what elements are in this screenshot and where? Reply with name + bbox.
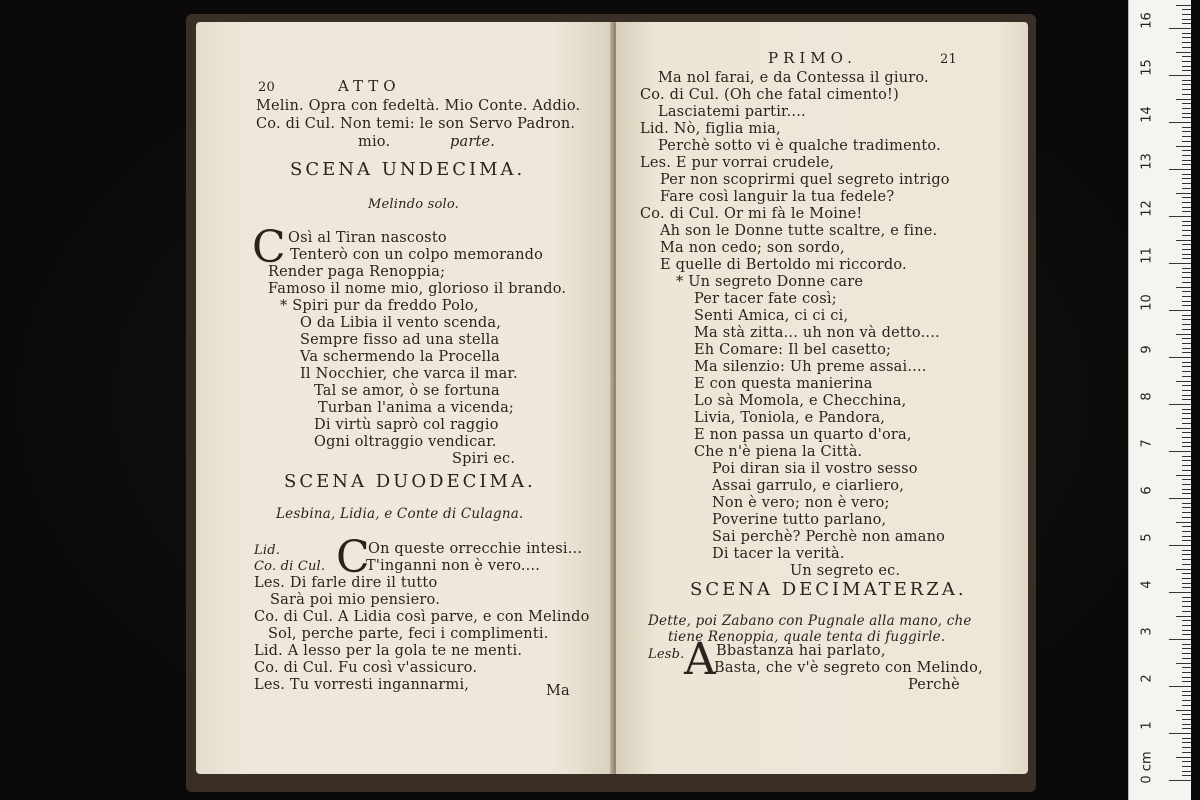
drop-cap: A (684, 634, 716, 685)
ruler-tick (1169, 216, 1191, 217)
ruler-tick (1182, 136, 1191, 137)
ruler-tick (1182, 672, 1191, 673)
text-line: Ma non cedo; son sordo, (660, 240, 845, 256)
ruler-tick (1182, 174, 1191, 175)
ruler-tick (1182, 456, 1191, 457)
ruler-tick (1169, 28, 1191, 29)
ruler-tick (1182, 719, 1191, 720)
ruler-tick (1182, 691, 1191, 692)
ruler-number: 1 (1139, 721, 1155, 730)
stage-direction: parte. (450, 134, 496, 150)
ruler-tick (1182, 348, 1191, 349)
ruler-tick (1182, 84, 1191, 85)
text-line: Livia, Toniola, e Pandora, (694, 410, 886, 426)
ruler-tick (1182, 700, 1191, 701)
text-line: Co. di Cul. Fu così v'assicuro. (254, 660, 478, 676)
ruler-tick (1169, 404, 1191, 405)
ruler-tick (1182, 714, 1191, 715)
ruler-tick (1182, 559, 1191, 560)
text-line: Les. E pur vorrai crudele, (640, 155, 835, 171)
running-head: ATTO (338, 77, 401, 95)
ruler-tick (1182, 14, 1191, 15)
ruler-tick (1182, 573, 1191, 574)
ruler-tick (1182, 738, 1191, 739)
text-line: Famoso il nome mio, glorioso il brando. (268, 281, 567, 297)
ruler-tick (1176, 99, 1191, 100)
ruler-tick (1176, 334, 1191, 335)
ruler-tick (1182, 291, 1191, 292)
stage-direction: Lesbina, Lidia, e Conte di Culagna. (276, 506, 524, 522)
ruler-number: 13 (1139, 153, 1155, 170)
stage-direction: tiene Renoppia, quale tenta di fuggirle. (668, 629, 946, 645)
ruler-tick (1182, 705, 1191, 706)
ruler-tick (1182, 540, 1191, 541)
text-line: Un segreto ec. (790, 563, 901, 579)
text-line: Les. Tu vorresti ingannarmi, (254, 677, 470, 693)
text-line: Tenterò con un colpo memorando (290, 247, 544, 263)
ruler-tick (1182, 583, 1191, 584)
ruler-tick (1182, 771, 1191, 772)
text-line: * Un segreto Donne care (676, 274, 864, 290)
text-line: Di virtù saprò col raggio (314, 417, 499, 433)
ruler-tick (1169, 592, 1191, 593)
ruler-tick (1182, 207, 1191, 208)
ruler-tick (1176, 522, 1191, 523)
ruler-tick (1182, 395, 1191, 396)
text-line: On queste orrecchie intesi... (368, 541, 583, 557)
ruler-tick (1182, 507, 1191, 508)
ruler-tick (1182, 329, 1191, 330)
text-line: Assai garrulo, e ciarliero, (712, 478, 905, 494)
text-line: Lid. Nò, figlia mia, (640, 121, 781, 137)
stage-direction: Melindo solo. (368, 197, 459, 212)
ruler-tick (1182, 484, 1191, 485)
ruler-number: 15 (1139, 59, 1155, 76)
ruler-tick (1182, 554, 1191, 555)
ruler-tick (1182, 183, 1191, 184)
ruler-tick (1176, 663, 1191, 664)
text-line: Sarà poi mio pensiero. (270, 592, 441, 608)
ruler-tick (1176, 5, 1191, 6)
ruler-tick (1182, 644, 1191, 645)
ruler-tick (1182, 211, 1191, 212)
ruler-tick (1182, 150, 1191, 151)
speaker: Co. di Cul. (254, 559, 326, 574)
text-line: O da Libia il vento scenda, (300, 315, 502, 331)
ruler-tick (1169, 122, 1191, 123)
ruler-number: 7 (1139, 439, 1155, 448)
ruler-tick (1182, 113, 1191, 114)
catchword: Perchè (908, 677, 960, 693)
text-line: Lasciatemi partir.... (658, 104, 806, 120)
text-line: Co. di Cul. (Oh che fatal cimento!) (640, 87, 899, 103)
ruler-tick (1176, 616, 1191, 617)
ruler-number: 6 (1139, 486, 1155, 495)
ruler-tick (1182, 282, 1191, 283)
ruler-tick (1182, 352, 1191, 353)
text-line: Co. di Cul. Or mi fà le Moine! (640, 206, 863, 222)
ruler-tick (1182, 390, 1191, 391)
text-line: E con questa manierina (694, 376, 873, 392)
ruler-tick (1182, 667, 1191, 668)
ruler-tick (1182, 9, 1191, 10)
scene-heading: SCENA DECIMATERZA. (690, 579, 967, 600)
drop-cap: C (252, 222, 286, 273)
text-line: T'inganni non è vero.... (366, 558, 541, 574)
ruler-number: 10 (1139, 294, 1155, 311)
ruler-number: 4 (1139, 580, 1155, 589)
ruler-tick (1182, 437, 1191, 438)
ruler-tick (1182, 550, 1191, 551)
text-line: Di tacer la verità. (712, 546, 845, 562)
text-line: Sol, perche parte, feci i complimenti. (268, 626, 549, 642)
ruler-number: 9 (1139, 345, 1155, 354)
ruler-tick (1182, 578, 1191, 579)
ruler-number: 14 (1139, 106, 1155, 123)
ruler-tick (1182, 197, 1191, 198)
ruler-tick (1182, 103, 1191, 104)
ruler-tick (1176, 193, 1191, 194)
ruler-tick (1182, 164, 1191, 165)
ruler-tick (1182, 42, 1191, 43)
text-line: mio. (358, 134, 391, 150)
ruler-tick (1182, 301, 1191, 302)
ruler-tick (1182, 601, 1191, 602)
text-line: Ma stà zitta... uh non và detto.... (694, 325, 940, 341)
stage-direction: Dette, poi Zabano con Pugnale alla mano, che (648, 613, 972, 629)
text-line: Il Nocchier, che varca il mar. (300, 366, 518, 382)
ruler-tick (1169, 545, 1191, 546)
catchword: Ma (546, 683, 570, 699)
ruler-tick (1182, 399, 1191, 400)
ruler-tick (1182, 19, 1191, 20)
ruler-tick (1182, 70, 1191, 71)
scene-heading: SCENA DUODECIMA. (284, 471, 536, 492)
ruler-tick (1182, 597, 1191, 598)
text-line: Co. di Cul. Non temi: le son Servo Padron. (256, 116, 576, 132)
ruler-tick (1182, 460, 1191, 461)
ruler-tick (1182, 366, 1191, 367)
ruler-tick (1182, 418, 1191, 419)
ruler-tick (1182, 695, 1191, 696)
ruler-tick (1182, 724, 1191, 725)
ruler-tick (1176, 428, 1191, 429)
scene-heading: SCENA UNDECIMA. (290, 159, 526, 180)
ruler-number: 16 (1139, 12, 1155, 29)
text-line: Ma nol farai, e da Contessa il giuro. (658, 70, 929, 86)
ruler-tick (1182, 155, 1191, 156)
ruler-tick (1182, 127, 1191, 128)
text-line: Fare così languir la tua fedele? (660, 189, 895, 205)
page-number: 21 (940, 52, 957, 67)
ruler-tick (1182, 249, 1191, 250)
ruler-tick (1182, 315, 1191, 316)
ruler-tick (1182, 752, 1191, 753)
drop-cap: C (336, 532, 370, 583)
ruler-tick (1182, 385, 1191, 386)
ruler-tick (1182, 625, 1191, 626)
ruler-tick (1182, 606, 1191, 607)
ruler-number: 3 (1139, 627, 1155, 636)
text-line: Per tacer fate così; (694, 291, 837, 307)
text-line: Tal se amor, ò se fortuna (314, 383, 500, 399)
ruler-tick (1169, 263, 1191, 264)
ruler-tick (1169, 451, 1191, 452)
ruler-tick (1182, 56, 1191, 57)
ruler-tick (1169, 639, 1191, 640)
text-line: E non passa un quarto d'ora, (694, 427, 912, 443)
ruler-tick (1182, 634, 1191, 635)
ruler-tick (1176, 569, 1191, 570)
text-line: Che n'è piena la Città. (694, 444, 863, 460)
text-line: Ah son le Donne tutte scaltre, e fine. (660, 223, 938, 239)
ruler-tick (1182, 512, 1191, 513)
ruler-tick (1182, 202, 1191, 203)
ruler-tick (1182, 244, 1191, 245)
ruler-tick (1169, 75, 1191, 76)
ruler-tick (1182, 371, 1191, 372)
ruler-tick (1169, 733, 1191, 734)
ruler-tick (1182, 225, 1191, 226)
ruler-tick (1182, 761, 1191, 762)
ruler-tick (1182, 376, 1191, 377)
speaker: Lid. (254, 543, 281, 558)
ruler-tick (1176, 757, 1191, 758)
ruler-tick (1182, 742, 1191, 743)
ruler-tick (1182, 258, 1191, 259)
ruler-tick (1176, 475, 1191, 476)
ruler-tick (1169, 686, 1191, 687)
ruler-tick (1182, 296, 1191, 297)
ruler-tick (1182, 470, 1191, 471)
text-line: Spiri ec. (452, 451, 516, 467)
ruler-tick (1182, 587, 1191, 588)
text-line: Melin. Opra con fedeltà. Mio Conte. Addio. (256, 98, 581, 114)
ruler-tick (1182, 423, 1191, 424)
ruler-tick (1182, 531, 1191, 532)
ruler-tick (1176, 381, 1191, 382)
ruler-tick (1182, 493, 1191, 494)
text-line: * Spiri pur da freddo Polo, (280, 298, 479, 314)
ruler-tick (1182, 230, 1191, 231)
ruler-tick (1182, 564, 1191, 565)
ruler-tick (1182, 338, 1191, 339)
text-line: Per non scoprirmi quel segreto intrigo (660, 172, 950, 188)
ruler-tick (1182, 413, 1191, 414)
ruler-number: 12 (1139, 200, 1155, 217)
ruler-tick (1182, 33, 1191, 34)
ruler-unit-label: 0 cm (1139, 751, 1155, 784)
ruler-tick (1176, 240, 1191, 241)
text-line: Ogni oltraggio vendicar. (314, 434, 497, 450)
text-line: Lid. A lesso per la gola te ne menti. (254, 643, 523, 659)
ruler-tick (1182, 658, 1191, 659)
ruler-tick (1182, 465, 1191, 466)
ruler-tick (1182, 178, 1191, 179)
text-line: Perchè sotto vi è qualche tradimento. (658, 138, 941, 154)
ruler-tick (1169, 310, 1191, 311)
speaker: Lesb. (648, 647, 685, 662)
text-line: Senti Amica, ci ci ci, (694, 308, 849, 324)
text-line: Sempre fisso ad una stella (300, 332, 500, 348)
ruler-tick (1182, 611, 1191, 612)
text-line: Lo sà Momola, e Checchina, (694, 393, 907, 409)
ruler-tick (1182, 343, 1191, 344)
ruler-tick (1182, 221, 1191, 222)
ruler-tick (1169, 498, 1191, 499)
text-line: Va schermendo la Procella (300, 349, 501, 365)
ruler-tick (1182, 526, 1191, 527)
ruler-tick (1182, 268, 1191, 269)
ruler-tick (1182, 677, 1191, 678)
ruler-tick (1182, 89, 1191, 90)
ruler-tick (1182, 648, 1191, 649)
ruler-tick (1182, 324, 1191, 325)
ruler-tick (1182, 446, 1191, 447)
text-line: Bbastanza hai parlato, (716, 643, 886, 659)
running-head: PRIMO. (768, 49, 857, 67)
ruler-tick (1182, 117, 1191, 118)
text-line: Poverine tutto parlano, (712, 512, 887, 528)
text-line: Render paga Renoppia; (268, 264, 446, 280)
ruler-tick (1182, 319, 1191, 320)
ruler-tick (1182, 277, 1191, 278)
text-line: Ma silenzio: Uh preme assai.... (694, 359, 927, 375)
ruler-tick (1169, 169, 1191, 170)
ruler-tick (1182, 653, 1191, 654)
ruler-tick (1182, 442, 1191, 443)
ruler-tick (1182, 188, 1191, 189)
ruler-tick (1169, 780, 1191, 781)
ruler-tick (1182, 254, 1191, 255)
ruler-tick (1182, 681, 1191, 682)
ruler-tick (1182, 80, 1191, 81)
ruler-tick (1182, 47, 1191, 48)
ruler-tick (1182, 766, 1191, 767)
ruler-tick (1182, 630, 1191, 631)
ruler-tick (1182, 489, 1191, 490)
ruler-number: 8 (1139, 392, 1155, 401)
ruler-tick (1182, 517, 1191, 518)
ruler-tick (1182, 503, 1191, 504)
text-line: Co. di Cul. A Lidia così parve, e con Melindo (254, 609, 590, 625)
text-line: Turban l'anima a vicenda; (318, 400, 514, 416)
ruler-number: 11 (1139, 247, 1155, 264)
text-line: Non è vero; non è vero; (712, 495, 890, 511)
ruler-tick (1182, 479, 1191, 480)
ruler-tick (1182, 108, 1191, 109)
ruler-tick (1182, 775, 1191, 776)
ruler-tick (1182, 141, 1191, 142)
text-line: Poi diran sia il vostro sesso (712, 461, 918, 477)
ruler-tick (1182, 235, 1191, 236)
text-line: Eh Comare: Il bel casetto; (694, 342, 892, 358)
text-line: Les. Di farle dire il tutto (254, 575, 438, 591)
ruler-tick (1176, 710, 1191, 711)
text-line: Osì al Tiran nascosto (288, 230, 447, 246)
ruler-tick (1182, 94, 1191, 95)
ruler-tick (1182, 131, 1191, 132)
ruler-tick (1176, 287, 1191, 288)
text-line: Sai perchè? Perchè non amano (712, 529, 946, 545)
ruler-tick (1182, 362, 1191, 363)
ruler-tick (1182, 61, 1191, 62)
ruler-tick (1182, 620, 1191, 621)
text-line: Basta, che v'è segreto con Melindo, (714, 660, 983, 676)
ruler-tick (1176, 146, 1191, 147)
ruler-tick (1182, 37, 1191, 38)
ruler-tick (1182, 409, 1191, 410)
ruler-number: 2 (1139, 674, 1155, 683)
ruler-tick (1169, 357, 1191, 358)
text-line: E quelle di Bertoldo mi riccordo. (660, 257, 907, 273)
ruler-tick (1182, 272, 1191, 273)
ruler-tick (1182, 747, 1191, 748)
ruler-tick (1182, 536, 1191, 537)
ruler-tick (1182, 728, 1191, 729)
ruler-number: 5 (1139, 533, 1155, 542)
ruler-tick (1182, 23, 1191, 24)
ruler-tick (1182, 66, 1191, 67)
measurement-ruler (1128, 0, 1191, 800)
ruler-tick (1182, 160, 1191, 161)
ruler-tick (1182, 305, 1191, 306)
ruler-tick (1182, 432, 1191, 433)
ruler-tick (1176, 52, 1191, 53)
page-number: 20 (258, 80, 275, 95)
